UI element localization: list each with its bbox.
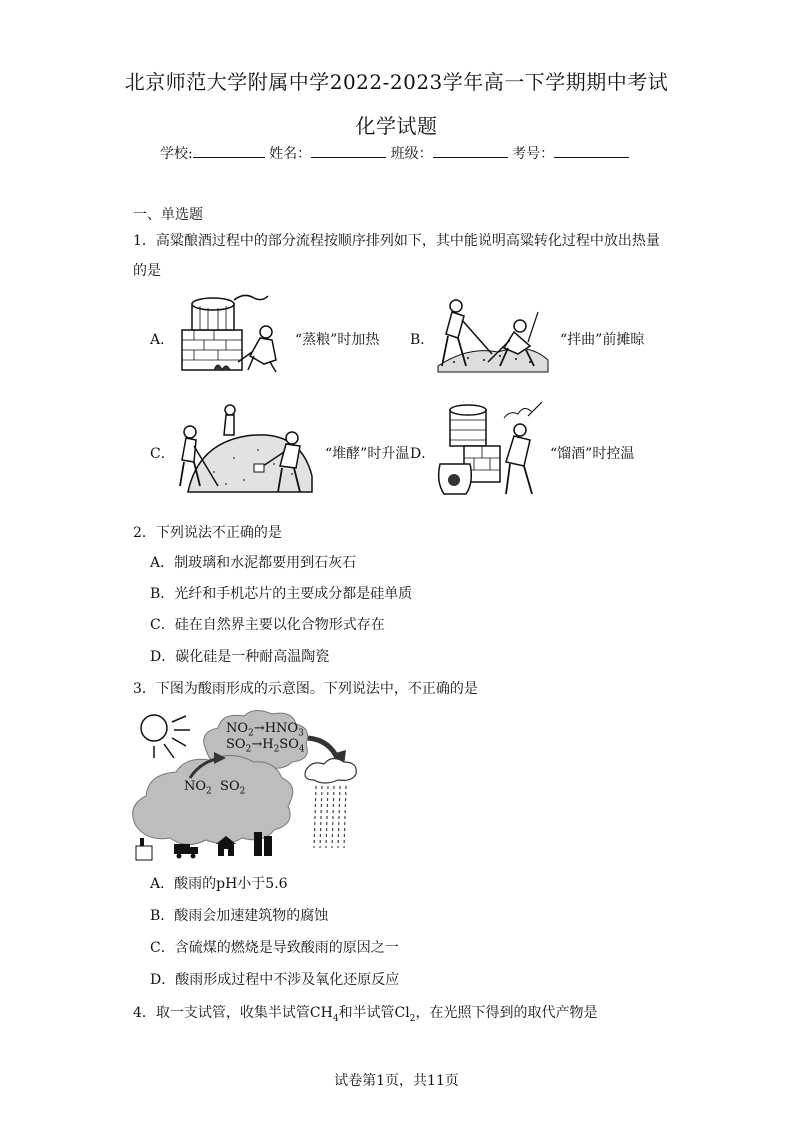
q3-option-b: B．酸雨会加速建筑物的腐蚀: [150, 908, 329, 924]
name-blank: [311, 143, 386, 158]
class-blank: [433, 143, 508, 158]
rain: [314, 786, 346, 848]
q2-option-b: B．光纤和手机芯片的主要成分都是硅单质: [150, 586, 413, 602]
q1-option-c-letter: C．: [150, 446, 175, 462]
q3-option-a: A．酸雨的pH小于5.6: [150, 876, 288, 892]
upper-reaction-no2: $NO_2\to HNO_3$: [226, 721, 304, 739]
q1-option-a-letter: A．: [150, 332, 175, 348]
factory-icon: [136, 838, 152, 860]
q3-option-c: C．含硫煤的燃烧是导致酸雨的原因之一: [150, 940, 399, 956]
student-info-line: [160, 143, 629, 163]
q2-option-a: A．制玻璃和水泥都要用到石灰石: [150, 555, 357, 571]
q1-stem-line2: 的是: [133, 263, 161, 279]
name-label: 姓名：: [269, 146, 312, 162]
school-blank: [193, 143, 265, 158]
fermenting-pile-illustration: [174, 402, 316, 502]
exam-no-blank: [554, 143, 629, 158]
exam-no-label: 考号：: [512, 146, 555, 162]
q3-stem: 3．下图为酸雨形成的示意图。下列说法中，不正确的是: [133, 681, 478, 697]
q2-option-d: D．碳化硅是一种耐高温陶瓷: [150, 649, 330, 665]
q1-option-d-caption: “馏酒”时控温: [550, 446, 635, 462]
section-heading: 一、单选题: [133, 207, 203, 223]
q1-option-a-caption: “蒸粮”时加热: [295, 332, 380, 348]
school-label: 学校:: [160, 146, 193, 162]
q1-option-c-caption: “堆酵”时升温: [325, 446, 410, 462]
lower-cloud-label: $NO_2$ $SO_2$: [184, 779, 246, 797]
page-footer: 试卷第1页，共11页: [334, 1073, 459, 1089]
q2-stem: 2．下列说法不正确的是: [133, 525, 282, 541]
q1-option-b-letter: B．: [410, 332, 435, 348]
distilling-liquor-illustration: [434, 400, 546, 504]
pollution-cloud: [133, 755, 293, 844]
exam-title: 北京师范大学附属中学2022-2023学年高一下学期期中考试: [124, 70, 669, 94]
q1-option-d-letter: D．: [410, 446, 436, 462]
acid-rain-diagram: [128, 708, 374, 866]
upper-reaction-so2: $SO_2\to H_2SO_4$: [226, 737, 305, 755]
sun-icon: [141, 715, 167, 741]
q1-stem-line1: 1．高粱酿酒过程中的部分流程按顺序排列如下，其中能说明高粱转化过程中放出热量: [133, 233, 660, 249]
rain-cloud: [305, 758, 356, 783]
spreading-grain-illustration: [434, 296, 552, 384]
q3-option-d: D．酸雨形成过程中不涉及氧化还原反应: [150, 972, 400, 988]
exam-subtitle: 化学试题: [355, 114, 438, 138]
steaming-grain-illustration: [174, 292, 289, 380]
q1-option-b-caption: “拌曲”前摊晾: [560, 332, 645, 348]
q2-option-c: C．硅在自然界主要以化合物形式存在: [150, 617, 385, 633]
drift-arrow: [308, 738, 338, 760]
q4-stem: 4．取一支试管，收集半试管$CH_4$和半试管$Cl_2$，在光照下得到的取代产物是: [133, 1005, 598, 1024]
truck-icon: [174, 844, 198, 859]
class-label: 班级：: [390, 146, 433, 162]
